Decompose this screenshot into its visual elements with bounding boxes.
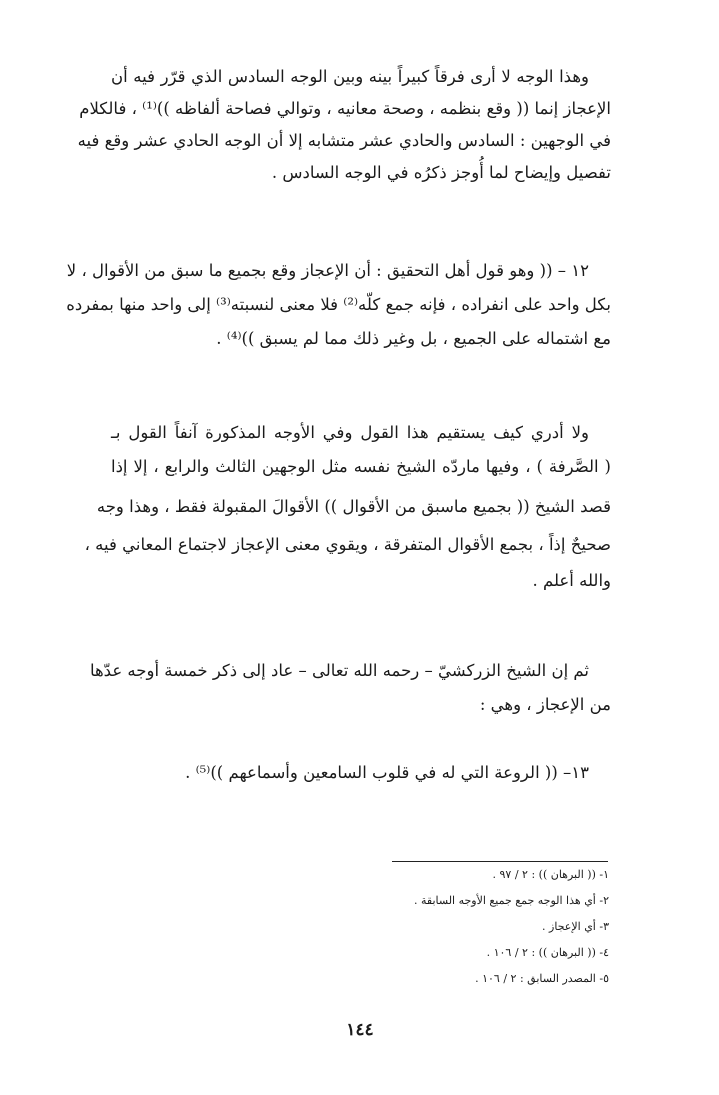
footnote: ٥- المصدر السابق : ٢ / ١٠٦ .: [475, 972, 609, 985]
body-line: صحيحٌ إذاً ، بجمع الأقوال المتفرقة ، ويقوي معنى الإعجاز لاجتماع المعاني فيه ،: [84, 535, 611, 554]
body-line: في الوجهين : السادس والحادي عشر متشابه إلا أن الوجه الحادي عشر وقع فيه: [77, 131, 611, 150]
body-line: من الإعجاز ، وهي :: [479, 695, 611, 714]
body-line: بكل واحد على انفراده ، فإنه جمع كلّه⁽²⁾ فلا معنى لنسبته⁽³⁾ إلى واحد منها بمفرده: [66, 295, 611, 314]
footnote-separator: [392, 861, 608, 862]
body-line: ( الصَّرفة ) ، وفيها ماردّه الشيخ نفسه مثل الوجهين الثالث والرابع ، إلا إذا: [111, 457, 611, 476]
footnote: ٣- أي الإعجاز .: [542, 920, 609, 933]
footnote: ٢- أي هذا الوجه جمع جميع الأوجه السابقة .: [414, 894, 609, 907]
body-line: ثم إن الشيخ الزركشيّ – رحمه الله تعالى – عاد إلى ذكر خمسة أوجه عدّها: [89, 661, 589, 680]
body-line: الإعجاز إنما (( وقع بنظمه ، وصحة معانيه ، وتوالي فصاحة ألفاظه ))⁽¹⁾ ، فالكلام: [79, 99, 611, 118]
body-line: ولا أدري كيف يستقيم هذا القول وفي الأوجه المذكورة آنفاً القول بـ: [111, 423, 589, 442]
body-line: ١٢ – (( وهو قول أهل التحقيق : أن الإعجاز وقع بجميع ما سبق من الأقوال ، لا: [66, 261, 589, 280]
body-line: قصد الشيخ (( بجميع ماسبق من الأقوال )) الأقوالَ المقبولة فقط ، وهذا وجه: [96, 497, 611, 516]
footnote: ٤- (( البرهان )) : ٢ / ١٠٦ .: [486, 946, 609, 959]
body-line: ١٣– (( الروعة التي له في قلوب السامعين وأسماعهم ))⁽⁵⁾ .: [185, 763, 589, 782]
footnote: ١- (( البرهان )) : ٢ / ٩٧ .: [492, 868, 609, 881]
body-line: وهذا الوجه لا أرى فرقاً كبيراً بينه وبين الوجه السادس الذي قرّر فيه أن: [111, 67, 589, 86]
body-line: والله أعلم .: [532, 571, 611, 590]
body-line: تفصيل وإيضاح لما أُوجز ذكرُه في الوجه السادس .: [271, 163, 611, 182]
page-number: ١٤٤: [346, 1020, 374, 1040]
body-line: مع اشتماله على الجميع ، بل وغير ذلك مما لم يسبق ))⁽⁴⁾ .: [216, 329, 611, 348]
